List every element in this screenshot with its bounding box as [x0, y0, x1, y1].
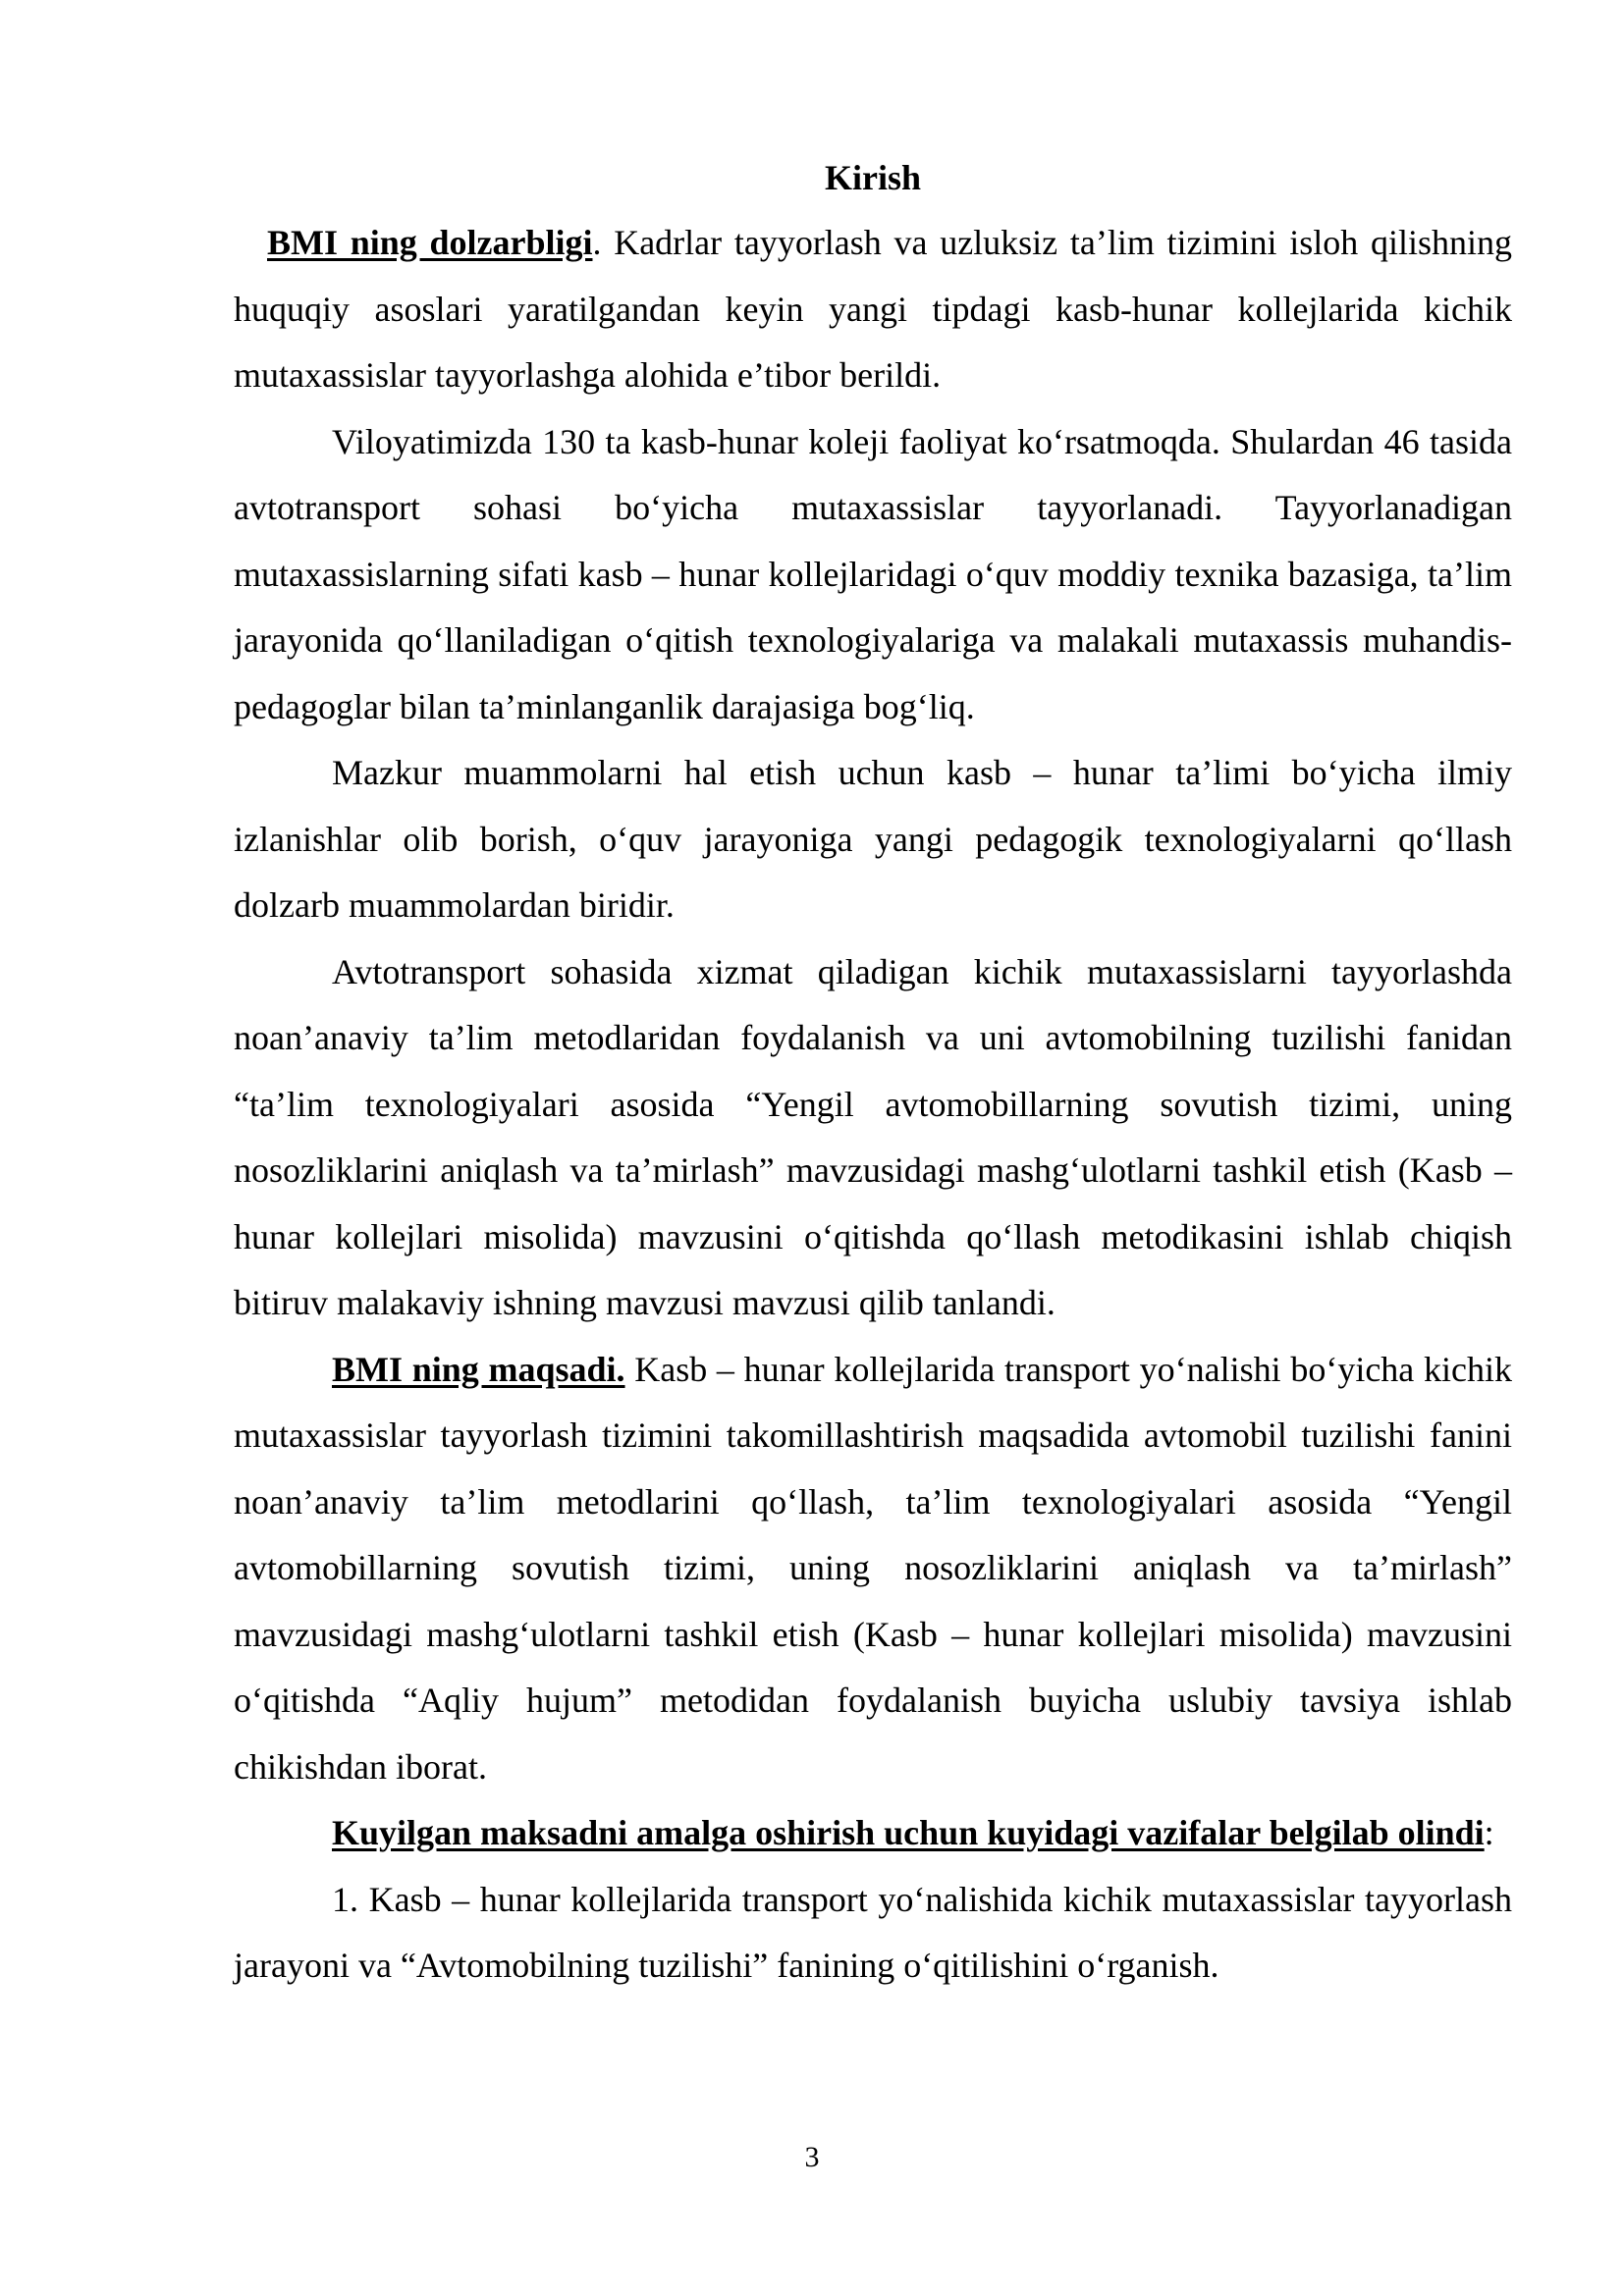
- paragraph-text: Kasb – hunar kollejlarida transport yo‘nalishi bo‘yicha kichik mutaxassislar tayyorlash tizimini takomillashtirish maqsadida avtomobil tuzilishi fanini noan’anaviy ta’lim metodlarini qo‘llash, ta’lim texnologiyalari asosida “Yengil avtomobillarning sovutish tizimi, uning nosozliklarini aniqlash va ta’mirlash” mavzusidagi mashg‘ulotlarni tashkil etish (Kasb – hunar kollejlari misolida) mavzusini o‘qitishda “Aqliy hujum” metodidan foydalanish buyicha uslubiy tavsiya ishlab chikishdan iborat.: [234, 1349, 1512, 1787]
- paragraph-problems: [234, 740, 1512, 939]
- paragraph-lead: Kuyilgan maksadni amalga oshirish uchun kuyidagi vazifalar belgilab olindi: [332, 1813, 1485, 1852]
- paragraph-lead: BMI ning dolzarbligi: [267, 223, 593, 262]
- page-number: 3: [804, 2141, 820, 2173]
- paragraph-text: . Kadrlar tayyorlash va uzluksiz ta’lim tizimini isloh qilishning huquqiy asoslari yaratilgandan keyin yangi tipdagi kasb-hunar kollejlarida kichik mutaxassislar tayyorlashga alohida e’tibor berildi.: [234, 223, 1512, 395]
- document-page: [234, 149, 1512, 2000]
- paragraph-text: Viloyatimizda 130 ta kasb-hunar koleji faoliyat ko‘rsatmoqda. Shulardan 46 tasida avtotransport sohasi bo‘yicha mutaxassislar tayyorlanadi. Tayyorlanadigan mutaxassislarning sifati kasb – hunar kollejlaridagi o‘quv moddiy texnika bazasiga, ta’lim jarayonida qo‘llaniladigan o‘qitish texnologiyalariga va malakali mutaxassis muhandis-pedagoglar bilan ta’minlanganlik darajasiga bog‘liq.: [234, 421, 1512, 726]
- paragraph-text: Avtotransport sohasida xizmat qiladigan kichik mutaxassislarni tayyorlashda noan’anaviy ta’lim metodlaridan foydalanish va uni avtomobilning tuzilishi fanidan “ta’lim texnologiyalari asosida “Yengil avtomobillarning sovutish tizimi, uning nosozliklarini aniqlash va ta’mirlash” mavzusidagi mashg‘ulotlarni tashkil etish (Kasb – hunar kollejlari misolida) mavzusini o‘qitishda qo‘llash metodikasini ishlab chiqish bitiruv malakaviy ishning mavzusi mavzusi qilib tanlandi.: [234, 951, 1512, 1322]
- paragraph-lead: BMI ning maqsadi.: [332, 1349, 625, 1389]
- paragraph-text: :: [1484, 1813, 1494, 1852]
- paragraph-topic: [234, 939, 1512, 1337]
- page-title: Kirish: [824, 158, 921, 197]
- paragraph-tasks-heading: [234, 1800, 1512, 1867]
- paragraph-relevance: [234, 210, 1512, 409]
- paragraph-text: 1. Kasb – hunar kollejlarida transport yo‘nalishida kichik mutaxassislar tayyorlash jarayoni va “Avtomobilning tuzilishi” fanining o‘qitilishini o‘rganish.: [234, 1879, 1512, 1985]
- paragraph-goal: [234, 1337, 1512, 1801]
- paragraph-text: Mazkur muammolarni hal etish uchun kasb – hunar ta’limi bo‘yicha ilmiy izlanishlar olib borish, o‘quv jarayoniga yangi pedagogik texnologiyalarni qo‘llash dolzarb muammolardan biridir.: [234, 753, 1512, 925]
- paragraph-task-1: [234, 1867, 1512, 2000]
- paragraph-region-colleges: [234, 409, 1512, 741]
